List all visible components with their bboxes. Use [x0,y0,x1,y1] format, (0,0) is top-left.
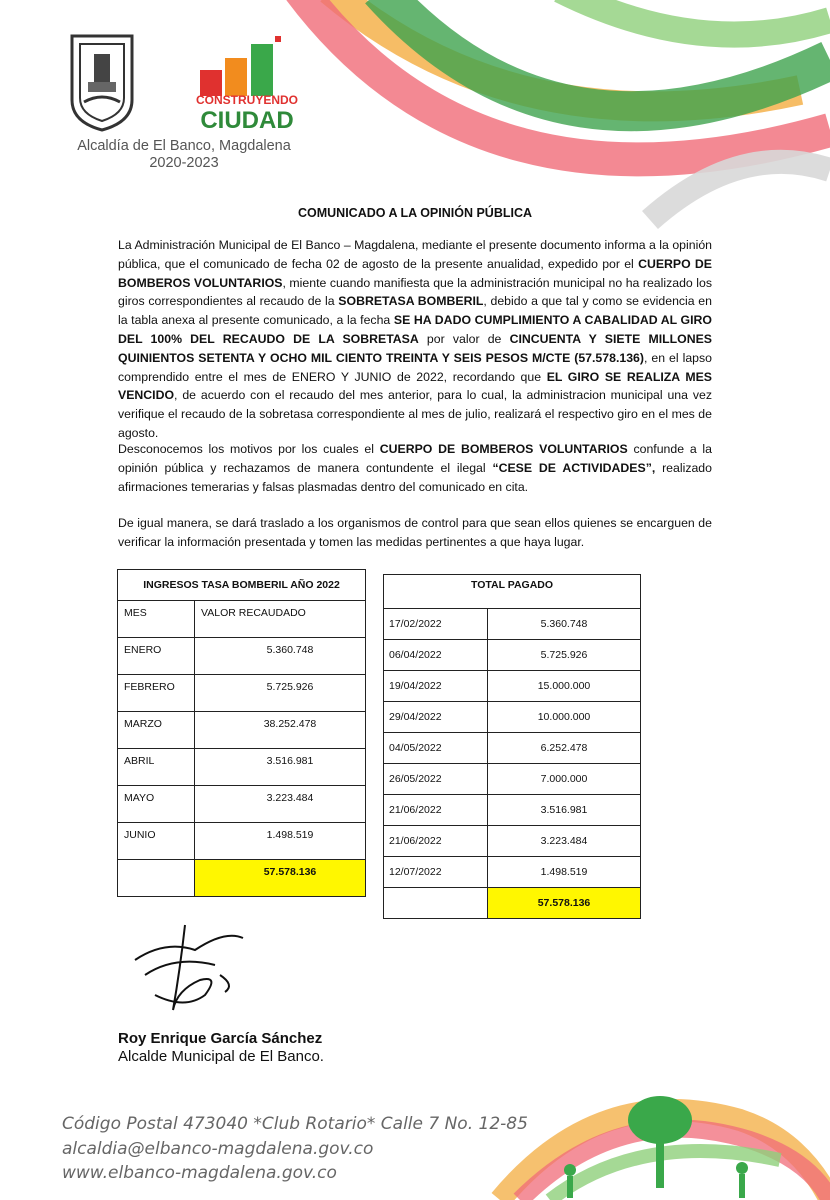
month-cell: MAYO [118,786,195,823]
table-row [384,795,641,826]
p2-segment: realizado afirmaciones temerarias y falsas plasmadas dentro del comunicado en cita. [118,460,712,494]
footer-email: alcaldia@elbanco-magdalena.gov.co [62,1138,374,1159]
footer-decoration [480,1060,830,1200]
tree-icon [628,1096,692,1144]
caption-line-1: Alcaldía de El Banco, Magdalena [77,138,291,154]
ingresos-table [117,569,366,897]
logo-caption [64,138,304,172]
table-row [384,640,641,671]
total-row [384,888,641,919]
date-cell: 29/04/2022 [384,702,488,733]
table-row [118,786,366,823]
signature [125,920,250,1015]
total-cell: 57.578.136 [488,888,641,919]
table-row [384,857,641,888]
value-cell: 38.252.478 [195,712,366,749]
month-cell: ENERO [118,638,195,675]
col-header-mes: MES [118,601,195,638]
table-row [384,826,641,857]
p2-segment: Desconocemos los motivos por los cuales el [118,442,380,456]
col-header-valor: VALOR RECAUDADO [195,601,366,638]
pagos-table-title: TOTAL PAGADO [384,575,641,609]
p1-segment: CINCUENTA Y SIETE MILLONES QUINIENTOS SETENTA Y OCHO MIL CIENTO TREINTA Y SEIS PESOS M/CTE (57.578.136) [118,331,712,365]
p2-segment: CUERPO DE BOMBEROS VOLUNTARIOS [379,442,628,456]
table-row [384,764,641,795]
value-cell: 3.223.484 [195,786,366,823]
value-cell: 5.725.926 [195,675,366,712]
table-row [118,675,366,712]
month-cell: MARZO [118,712,195,749]
date-cell: 12/07/2022 [384,857,488,888]
paragraph-2 [118,440,712,496]
value-cell: 5.360.748 [195,638,366,675]
amount-cell: 1.498.519 [488,857,641,888]
p3-segment: De igual manera, se dará traslado a los organismos de control para que sean ellos quienes se encarguen de verificar la información presentada y tomen las medidas pertinentes a que haya lugar. [118,516,712,549]
document-title: COMUNICADO A LA OPINIÓN PÚBLICA [297,206,533,220]
value-cell: 3.516.981 [195,749,366,786]
p1-segment: CUERPO DE BOMBEROS VOLUNTARIOS [118,256,713,290]
value-cell: 1.498.519 [195,823,366,860]
logo-name-big: CIUDAD [200,107,294,134]
amount-cell: 3.516.981 [488,795,641,826]
construyendo-ciudad-logo [185,30,310,140]
date-cell: 19/04/2022 [384,671,488,702]
ingresos-table-title: INGRESOS TASA BOMBERIL AÑO 2022 [118,570,366,601]
empty-cell [384,888,488,919]
date-cell: 21/06/2022 [384,795,488,826]
p1-segment: EL GIRO SE REALIZA MES VENCIDO [118,369,712,403]
table-row [384,702,641,733]
date-cell: 21/06/2022 [384,826,488,857]
table-row [118,712,366,749]
footer [62,1112,528,1186]
total-row [118,860,366,897]
empty-cell [118,860,195,897]
p2-segment: confunde a la opinión pública y rechazamos de manera contundente el ilegal [118,442,712,475]
date-cell: 04/05/2022 [384,733,488,764]
table-row [384,733,641,764]
pagos-table [383,574,641,919]
p1-segment: , debido a que tal y como se evidencia en la tabla anexa al presente comunicado, a la fecha [118,294,712,328]
p1-segment: , de acuerdo con el recaudo del mes anterior, para lo cual, la administracion municipal una vez verifique el recaudo de la sobretasa correspondiente al mes de julio, realizará el respectivo giro en el mes de agosto. [118,388,712,440]
amount-cell: 5.725.926 [488,640,641,671]
amount-cell: 7.000.000 [488,764,641,795]
amount-cell: 3.223.484 [488,826,641,857]
p1-segment: , miente cuando manifiesta que la administración municipal no ha realizado los giros correspondientes al recaudo de la [118,275,712,309]
paragraph-1 [118,236,712,443]
amount-cell: 6.252.478 [488,733,641,764]
month-cell: FEBRERO [118,675,195,712]
caption-line-2: 2020-2023 [149,155,219,171]
month-cell: JUNIO [118,823,195,860]
amount-cell: 15.000.000 [488,671,641,702]
table-row [118,749,366,786]
amount-cell: 10.000.000 [488,702,641,733]
p1-segment: SOBRETASA BOMBERIL [338,294,484,309]
table-row [384,609,641,640]
table-row [118,823,366,860]
amount-cell: 5.360.748 [488,609,641,640]
table-row [118,638,366,675]
p1-segment: , en el lapso comprendido entre el mes de ENERO Y JUNIO de 2022, recordando que [118,350,712,384]
logo-name: CONSTRUYENDO [195,93,299,107]
footer-address: Código Postal 473040 *Club Rotario* Calle 7 No. 12-85 [62,1114,528,1134]
p2-segment: “CESE DE ACTIVIDADES”, [492,460,656,475]
person-icon [564,1164,576,1176]
month-cell: ABRIL [118,749,195,786]
signer-name: Roy Enrique García Sánchez [118,1030,323,1047]
signer-title: Alcalde Municipal de El Banco. [118,1048,324,1065]
footer-website: www.elbanco-magdalena.gov.co [62,1163,337,1183]
p1-segment: La Administración Municipal de El Banco – Magdalena, mediante el presente documento informa a la opinión pública, que el comunicado de fecha 02 de agosto de la presente anualidad, expedido por el [118,238,712,271]
table-row [384,671,641,702]
date-cell: 06/04/2022 [384,640,488,671]
date-cell: 17/02/2022 [384,609,488,640]
p1-segment: SE HA DADO CUMPLIMIENTO A CABALIDAD AL GIRO DEL 100% DEL RECAUDO DE LA SOBRETASA [118,313,712,346]
paragraph-3 [118,514,712,552]
p1-segment: por valor de [418,331,510,346]
date-cell: 26/05/2022 [384,764,488,795]
total-cell: 57.578.136 [195,860,366,897]
